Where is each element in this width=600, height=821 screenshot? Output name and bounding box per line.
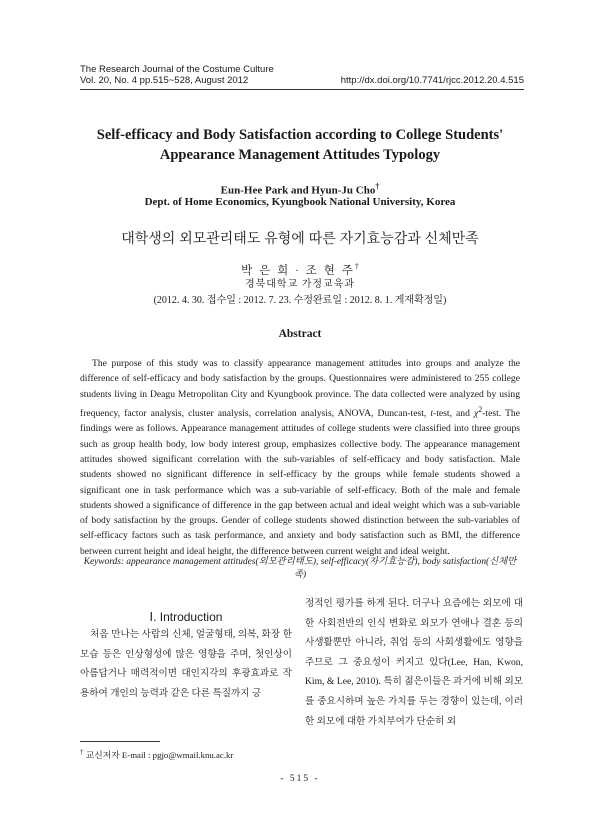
korean-affiliation: 경북대학교 가정교육과: [244, 279, 356, 290]
abstract-text-1: The purpose of this study was to classify appearance management attitudes into groups and analyze the difference of self-efficacy and body satisfaction by the groups. Questionnaires were administered to 255 college students living in Deagu Metropolitan City and Kyungbook province. The data collected were analyzed by using frequency, factor analysis, cluster analysis, correlation analysis, ANOVA, Duncan-test,: [80, 358, 520, 420]
title-line-1: Self-efficacy and Body Satisfaction according to College Students': [96, 127, 504, 143]
affiliation: Dept. of Home Economics, Kyungbook National University, Korea: [144, 196, 456, 208]
journal-name: The Research Journal of the Costume Culture: [80, 64, 274, 75]
corresponding-author-mark: †: [375, 182, 380, 191]
running-header: [80, 64, 274, 86]
footnote-divider: [80, 741, 160, 742]
korean-author-mark: †: [354, 262, 359, 271]
korean-author-names: 박 은 희 · 조 현 주: [241, 264, 355, 277]
volume-info: Vol. 20, No. 4 pp.515~528, August 2012: [80, 75, 249, 86]
abstract-body: [80, 356, 520, 559]
abstract-text-3: -test. The findings were as follows. Appearance management attitudes of college students were classified into three groups such as group health body, low body interest group, emphasizes collective body. The appearance management attitudes showed significant correlation with the sub-variables of self-efficacy and body satisfaction. Male students showed no significant difference in self-efficacy by the groups while female students showed a significant one in task performance which was a sub-variable of self-efficacy. Both of the male and female students showed a significance of difference in the gap between actual and ideal weight which was a sub-variable of body satisfaction by the groups. Gender of college students showed distinction between the sub-variables of self-efficacy factors such as task performance, and anxiety and body satisfaction such as BMI, the difference between current height and ideal height, the difference between current weight and ideal weight.: [80, 408, 520, 557]
footnote-text: 교신저자 E-mail : pgjo@wmail.knu.ac.kr: [85, 749, 234, 760]
t-test-symbol: t: [430, 408, 434, 420]
header-divider: [80, 89, 524, 90]
footnote: [80, 746, 233, 761]
abstract-text-2: -test, and: [433, 408, 474, 420]
paper-title: [70, 125, 530, 165]
page-number: - 515 -: [280, 774, 320, 784]
chi-exponent: 2: [478, 404, 483, 414]
chi-symbol: χ: [474, 408, 479, 420]
introduction-heading: Ⅰ. Introduction: [149, 610, 223, 624]
abstract-heading: Abstract: [278, 328, 322, 340]
doi-link[interactable]: http://dx.doi.org/10.7741/rjcc.2012.20.4.515: [340, 75, 524, 86]
title-line-2: Appearance Management Attitudes Typology: [159, 147, 441, 163]
submission-dates: (2012. 4. 30. 접수일 : 2012. 7. 23. 수정완료일 : 2012. 8. 1. 게재확정일): [153, 295, 447, 306]
korean-author-line: [70, 259, 530, 279]
korean-title: 대학생의 외모관리태도 유형에 따른 자기효능감과 신체만족: [121, 230, 479, 246]
footnote-mark: †: [80, 748, 84, 756]
author-names: Eun-Hee Park and Hyun-Ju Cho: [220, 184, 376, 197]
keywords: Keywords: appearance management attitudes(외모관리태도), self-efficacy(자기효능감), body satisfaction(신체만족): [83, 557, 517, 580]
intro-left-column: 처음 만나는 사람의 신체, 얼굴형태, 의복, 화장 한 모습 등은 인상형성에 많은 영향을 주며, 첫인상이 아름답거나 매력적이면 대인지각의 후광효과로 작용하여 개인의 능력과 같은 다른 특질까지 긍: [80, 629, 292, 699]
intro-right-column: 정적인 평가를 하게 된다. 더구나 요즘에는 외모에 대한 사회전반의 인식 변화로 외모가 연애나 결혼 등의 사생활뿐만 아니라, 취업 등의 사회생활에도 영향을 주므로 그 중요성이 커지고 있다(Lee, Han, Kwon, Kim, & Lee, 2010). 특히 젊은이들은 과거에 비해 외모를 중요시하며 높은 가치를 두는 경향이 있는데, 이러한 외모에 대한 가치부여가 단순히 외: [305, 598, 523, 727]
